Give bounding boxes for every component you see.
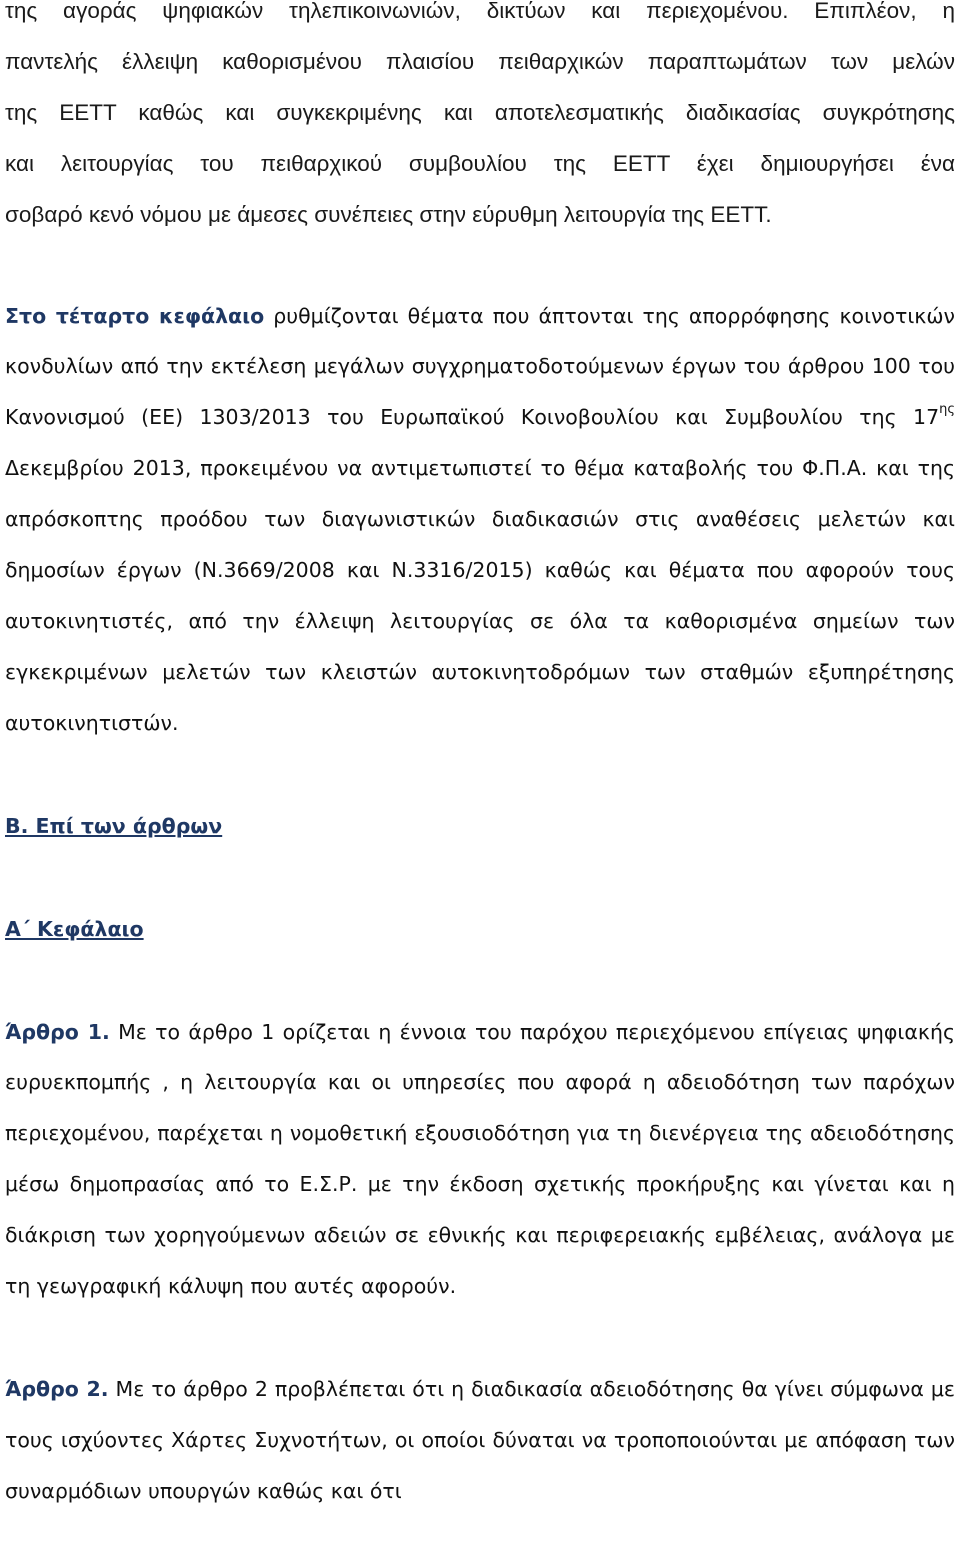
article-2-lead: Άρθρο 2. bbox=[5, 1376, 109, 1401]
intro-line: παντελής έλλειψη καθορισμένου πλαισίου πειθαρχικών παραπτωμάτων των μελών bbox=[5, 48, 955, 74]
article-1-paragraph bbox=[5, 1007, 955, 1312]
heading-chapter-a: Α΄ Κεφάλαιο bbox=[5, 916, 144, 941]
chapter-four-text: ρυθμίζονται θέματα που άπτονται της απορρόφησης κοινοτικών κονδυλίων από την εκτέλεση μεγάλων συγχρηματοδοτούμενων έργων του άρθρου 100 του Κανονισμού (ΕΕ) 1303/2013 του Ευρωπαϊκού Κοινοβουλίου και Συμβουλίου της 17 bbox=[5, 303, 955, 430]
chapter-four-paragraph bbox=[5, 291, 955, 749]
chapter-four-lead: Στο τέταρτο κεφάλαιο bbox=[5, 303, 265, 328]
article-2-paragraph bbox=[5, 1364, 955, 1517]
article-1-lead: Άρθρο 1. bbox=[5, 1019, 110, 1044]
document-page bbox=[5, 0, 955, 1517]
intro-line: της αγοράς ψηφιακών τηλεπικοινωνιών, δικτύων και περιεχομένου. Επιπλέον, η bbox=[5, 0, 955, 23]
heading-articles: Β. Επί των άρθρων bbox=[5, 813, 223, 838]
chapter-four-text-cont: Δεκεμβρίου 2013, προκειμένου να αντιμετωπιστεί το θέμα καταβολής του Φ.Π.Α. και της απρόσκοπτης προόδου των διαγωνιστικών διαδικασιών στις αναθέσεις μελετών και δημοσίων έργων (Ν.3669/2008 και Ν.3316/2015) καθώς και θέματα που αφορούν τους αυτοκινητιστές, από την έλλειψη λειτουργίας σε όλα τα καθορισμένα σημείων των εγκεκριμένων μελετών των κλειστών αυτοκινητοδρόμων των σταθμών εξυπηρέτησης αυτοκινητιστών. bbox=[5, 456, 955, 735]
ordinal-superscript: ης bbox=[939, 401, 955, 417]
intro-paragraph bbox=[5, 0, 955, 241]
intro-line: της ΕΕΤΤ καθώς και συγκεκριμένης και αποτελεσματικής διαδικασίας συγκρότησης bbox=[5, 99, 955, 125]
intro-line: σοβαρό κενό νόμου με άμεσες συνέπειες στην εύρυθμη λειτουργία της ΕΕΤΤ. bbox=[5, 201, 772, 227]
article-1-text: Με το άρθρο 1 ορίζεται η έννοια του παρόχου περιεχόμενου επίγειας ψηφιακής ευρυεκπομπής , η λειτουργία και οι υπηρεσίες που αφορά η αδειοδότηση των παρόχων περιεχομένου, παρέχεται η νομοθετική εξουσιοδότηση για τη διενέργεια της αδειοδότησης μέσω δημοπρασίας από το Ε.Σ.Ρ. με την έκδοση σχετικής προκήρυξης και γίνεται και η διάκριση των χορηγούμενων αδειών σε εθνικής και περιφερειακής εμβέλειας, ανάλογα με τη γεωγραφική κάλυψη που αυτές αφορούν. bbox=[5, 1019, 955, 1299]
article-2-text: Με το άρθρο 2 προβλέπεται ότι η διαδικασία αδειοδότησης θα γίνει σύμφωνα με τους ισχύοντες Χάρτες Συχνοτήτων, οι οποίοι δύναται να τροποποιούνται με απόφαση των συναρμόδιων υπουργών καθώς και ότι bbox=[5, 1376, 955, 1503]
intro-line: και λειτουργίας του πειθαρχικού συμβουλίου της ΕΕΤΤ έχει δημιουργήσει ένα bbox=[5, 150, 955, 176]
